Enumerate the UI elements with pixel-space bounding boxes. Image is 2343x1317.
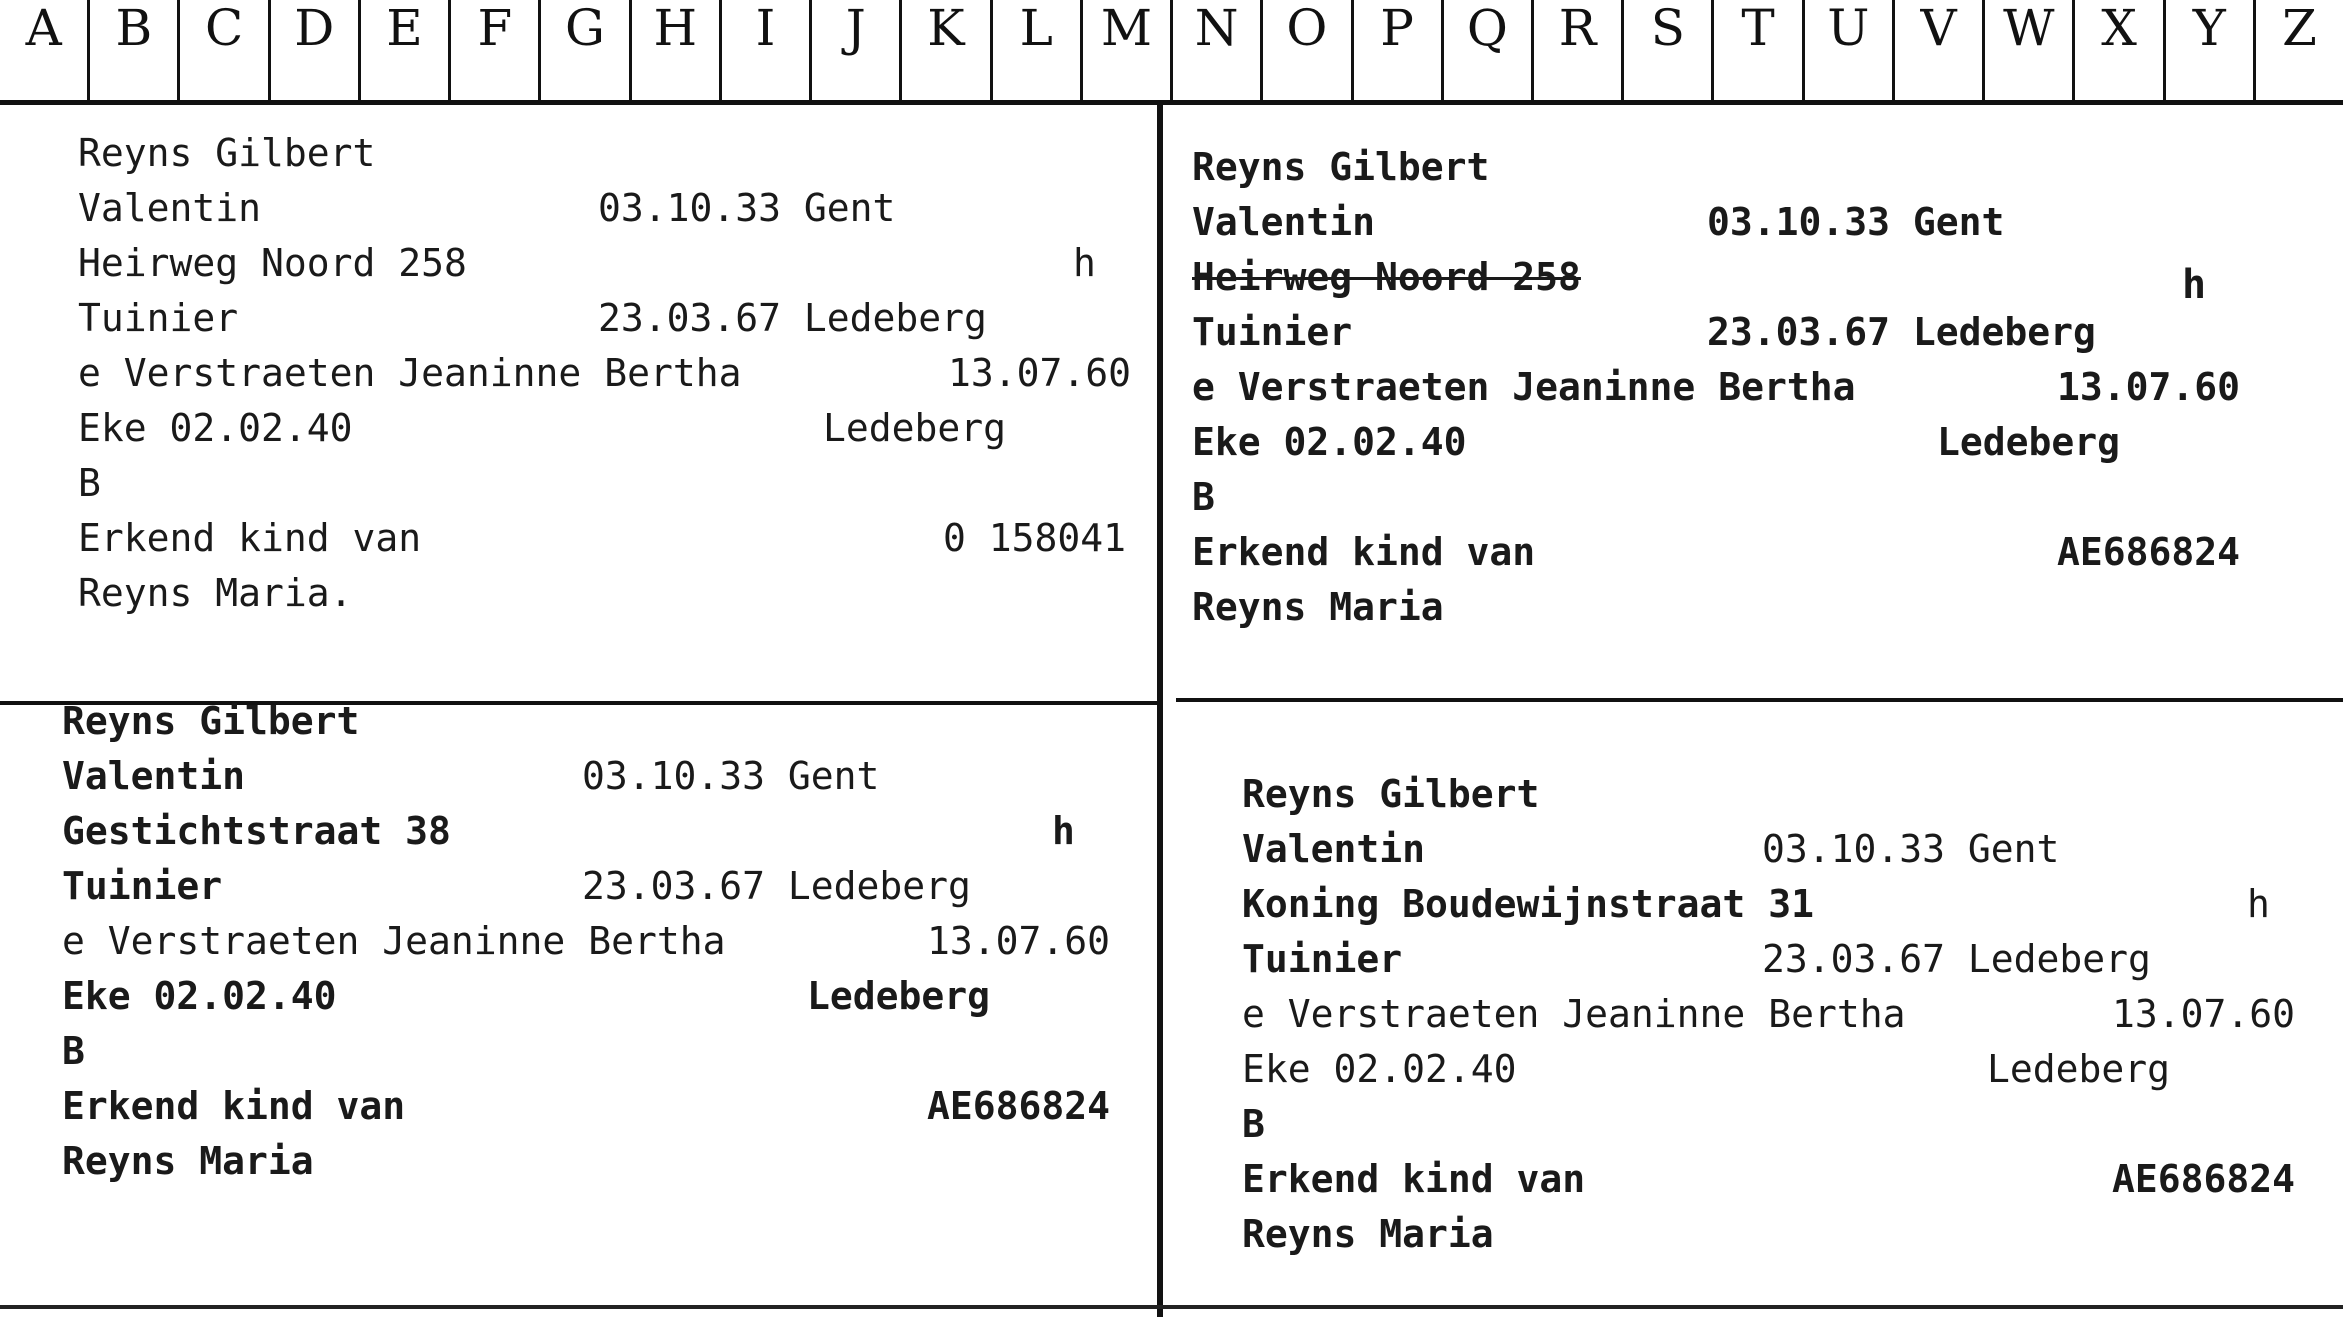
card-mother: Reyns Maria. [78,571,353,615]
card-spouse: e Verstraeten Jeaninne Bertha [62,919,726,963]
letter-m: M [1083,0,1173,100]
card-spouse-birth: Eke 02.02.40 [1192,420,1467,464]
card-note: Erkend kind van [1192,530,1536,574]
letter-h: H [632,0,722,100]
card-birth: 03.10.33 Gent [1707,200,2005,244]
card-sex: h [1052,809,1075,853]
letter-w: W [1985,0,2075,100]
horizontal-divider-right [1176,698,2343,702]
letter-l: L [993,0,1083,100]
card-marriage: 23.03.67 Ledeberg [1707,310,2096,354]
card-given-name: Valentin [1192,200,1376,244]
vertical-divider [1157,100,1163,1317]
card-marriage: 23.03.67 Ledeberg [598,296,987,340]
card-ref: AE686824 [927,1084,1111,1128]
card-occupation: Tuinier [1242,937,1403,981]
letter-r: R [1534,0,1624,100]
card-spouse-date: 13.07.60 [2057,365,2241,409]
card-spouse: e Verstraeten Jeaninne Bertha [78,351,742,395]
letter-c: C [180,0,270,100]
card-marriage: 23.03.67 Ledeberg [1762,937,2151,981]
card-mother: Reyns Maria [1242,1212,1494,1256]
card-birth: 03.10.33 Gent [582,754,880,798]
card-spouse-date: 13.07.60 [927,919,1111,963]
card-spouse-date: 13.07.60 [2112,992,2296,1036]
letter-g: G [541,0,631,100]
card-address: Gestichtstraat 38 [62,809,451,853]
card-sex: h [1073,241,1096,285]
letter-n: N [1173,0,1263,100]
letter-a: A [0,0,90,100]
letter-f: F [451,0,541,100]
card-spouse: e Verstraeten Jeaninne Bertha [1192,365,1856,409]
card-spouse-place: Ledeberg [1937,420,2121,464]
bottom-divider [0,1305,2343,1309]
letter-b: B [90,0,180,100]
card-birth: 03.10.33 Gent [598,186,896,230]
card-address: Koning Boudewijnstraat 31 [1242,882,1814,926]
alphabet-index [0,0,2343,105]
card-ref: 0 158041 [943,516,1127,560]
card-spouse-birth: Eke 02.02.40 [78,406,353,450]
card-marriage: 23.03.67 Ledeberg [582,864,971,908]
card-birth: 03.10.33 Gent [1762,827,2060,871]
card-note: Erkend kind van [62,1084,406,1128]
card-code: B [1242,1102,1265,1146]
card-ref: AE686824 [2112,1157,2296,1201]
letter-t: T [1714,0,1804,100]
card-name: Reyns Gilbert [1192,145,1490,189]
letter-e: E [361,0,451,100]
letter-z: Z [2282,0,2317,57]
letter-y: Y [2166,0,2256,100]
card-given-name: Valentin [1242,827,1426,871]
letter-u: U [1805,0,1895,100]
card-sex: h [2247,882,2270,926]
card-code: B [62,1029,85,1073]
card-ref: AE686824 [2057,530,2241,574]
card-name: Reyns Gilbert [62,699,360,743]
card-occupation: Tuinier [1192,310,1353,354]
card-spouse-place: Ledeberg [807,974,991,1018]
card-code: B [1192,475,1215,519]
card-note: Erkend kind van [78,516,422,560]
card-spouse-place: Ledeberg [823,406,1007,450]
card-note: Erkend kind van [1242,1157,1586,1201]
letter-v: V [1895,0,1985,100]
card-spouse-birth: Eke 02.02.40 [62,974,337,1018]
card-occupation: Tuinier [62,864,223,908]
card-spouse: e Verstraeten Jeaninne Bertha [1242,992,1906,1036]
letter-i: I [722,0,812,100]
card-name: Reyns Gilbert [78,131,376,175]
letter-j: J [812,0,902,100]
card-mother: Reyns Maria [1192,585,1444,629]
letter-q: Q [1444,0,1534,100]
card-code: B [78,461,101,505]
card-given-name: Valentin [62,754,246,798]
letter-x: X [2075,0,2165,100]
card-name: Reyns Gilbert [1242,772,1540,816]
letter-s: S [1624,0,1714,100]
card-occupation: Tuinier [78,296,239,340]
letter-k: K [902,0,992,100]
card-given-name: Valentin [78,186,262,230]
card-address: Heirweg Noord 258 [78,241,467,285]
card-sex: h [2182,262,2207,308]
letter-p: P [1354,0,1444,100]
card-spouse-birth: Eke 02.02.40 [1242,1047,1517,1091]
letter-o: O [1263,0,1353,100]
card-address-struck: Heirweg Noord 258 [1192,255,1581,299]
card-spouse-place: Ledeberg [1987,1047,2171,1091]
card-mother: Reyns Maria [62,1139,314,1183]
card-spouse-date: 13.07.60 [948,351,1132,395]
letter-d: D [271,0,361,100]
